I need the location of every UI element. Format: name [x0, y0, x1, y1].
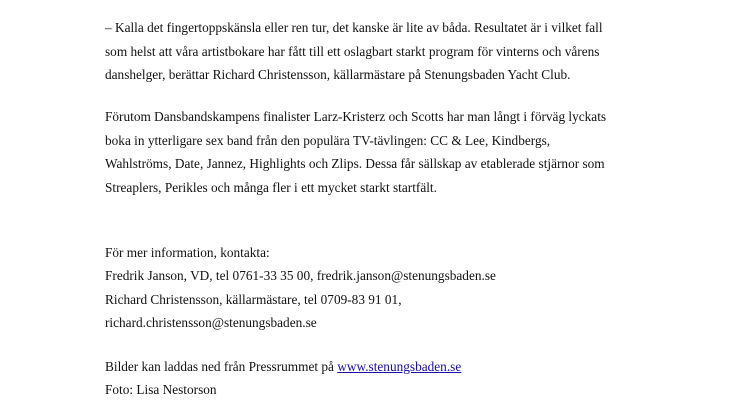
quote-line-1: – Kalla det fingertoppskänsla eller ren tur, det kanske är lite av båda. Resultatet är i vilket fall	[105, 20, 603, 35]
quote-line-3: danshelger, berättar Richard Christensson, källarmästare på Stenungsbaden Yacht Club.	[105, 67, 571, 82]
contact-line-christensson: Richard Christensson, källarmästare, tel 0709-83 91 01,	[105, 292, 402, 307]
bands-line-2: boka in ytterligare sex band från den populära TV-tävlingen: CC & Lee, Kindbergs,	[105, 133, 551, 148]
quote-line-2: som helst att våra artistbokare har fått till ett oslagbart starkt program för vinterns och vårens	[105, 44, 600, 59]
press-room-link[interactable]: www.stenungsbaden.se	[337, 359, 462, 374]
images-prefix: Bilder kan laddas ned från Pressrummet på	[105, 359, 338, 374]
bands-line-3: Wahlströms, Date, Jannez, Highlights och Zlips. Dessa får sällskap av etablerade stjärnor som	[105, 156, 605, 171]
photo-credit: Foto: Lisa Nestorson	[105, 382, 217, 397]
contact-heading: För mer information, kontakta:	[105, 245, 270, 260]
bands-line-4: Streaplers, Perikles och många fler i ett mycket starkt startfält.	[105, 180, 437, 195]
bands-line-1: Förutom Dansbandskampens finalister Larz-Kristerz och Scotts har man långt i förväg lyckats	[105, 109, 607, 124]
contact-line-janson: Fredrik Janson, VD, tel 0761-33 35 00, fredrik.janson@stenungsbaden.se	[105, 268, 496, 283]
contact-line-email: richard.christensson@stenungsbaden.se	[105, 315, 317, 330]
images-line	[105, 359, 461, 375]
